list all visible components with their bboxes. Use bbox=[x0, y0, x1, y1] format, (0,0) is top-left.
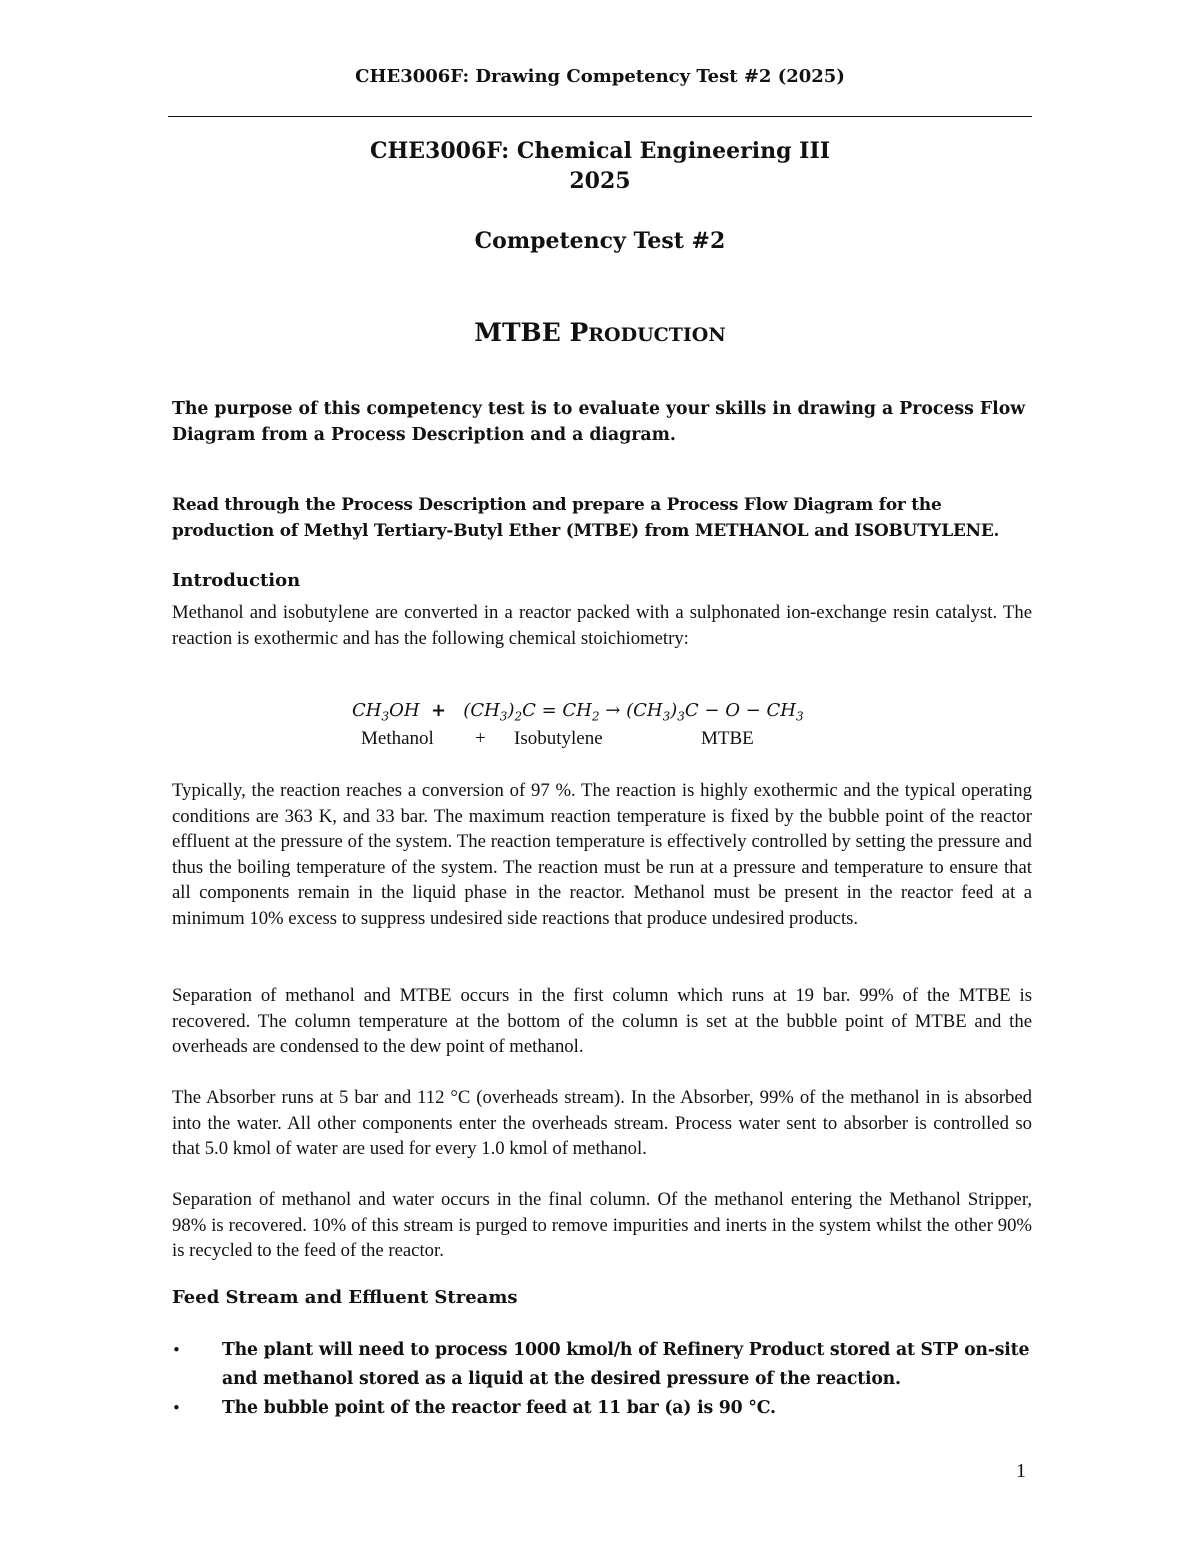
list-item-text: The bubble point of the reactor feed at 11 bar (a) is 90 °C. bbox=[222, 1398, 776, 1418]
equation-label-isobutylene: Isobutylene bbox=[514, 728, 603, 749]
document-title-smallcaps: RODUCTION bbox=[588, 324, 726, 346]
equation-label-plus: + bbox=[475, 728, 486, 749]
running-header: CHE3006F: Drawing Competency Test #2 (2025) bbox=[355, 66, 845, 87]
document-title-main: MTBE P bbox=[474, 318, 589, 347]
list-item bbox=[172, 1336, 1032, 1394]
test-title: Competency Test #2 bbox=[474, 228, 726, 254]
paragraph-reaction-conditions: Typically, the reaction reaches a conversion of 97 %. The reaction is highly exothermic and the typical operating conditions are 363 K, and 33 bar. The maximum reaction temperature is fixed by the bubble point of the reactor effluent at the pressure of the system. The reaction temperature is effectively controlled by setting the pressure and thus the boiling temperature of the system. The reaction must be run at a pressure and temperature to ensure that all components remain in the liquid phase in the reactor. Methanol must be present in the reactor feed at a minimum 10% excess to suppress undesired side reactions that produce undesired products. bbox=[172, 780, 1032, 929]
purpose-statement: The purpose of this competency test is to evaluate your skills in drawing a Process Flow Diagram from a Process Description and a diagram. bbox=[172, 399, 1026, 445]
paragraph-first-column: Separation of methanol and MTBE occurs in the first column which runs at 19 bar. 99% of the MTBE is recovered. The column temperature at the bottom of the column is set at the bubble point of MTBE and the overheads are condensed to the dew point of methanol. bbox=[172, 985, 1032, 1058]
feed-streams-heading: Feed Stream and Effluent Streams bbox=[172, 1287, 518, 1308]
introduction-text: Methanol and isobutylene are converted in a reactor packed with a sulphonated ion-exchange resin catalyst. The reaction is exothermic and has the following chemical stoichiometry: bbox=[172, 602, 1032, 649]
header-divider bbox=[168, 116, 1032, 117]
reaction-equation: $CH_3OH + (CH_3)_2C = CH_2 \to (CH_3)_3C - O - CH_3$ bbox=[352, 700, 804, 724]
document-title bbox=[168, 318, 1032, 347]
feed-streams-list bbox=[172, 1336, 1032, 1423]
bullet-icon: • bbox=[172, 1399, 181, 1417]
page-number: 1 bbox=[1016, 1460, 1026, 1482]
paragraph-methanol-stripper: Separation of methanol and water occurs in the final column. Of the methanol entering the Methanol Stripper, 98% is recovered. 10% of this stream is purged to remove impurities and inerts in the system whilst the other 90% is recycled to the feed of the reactor. bbox=[172, 1189, 1032, 1262]
equation-label-methanol: Methanol bbox=[361, 728, 434, 749]
list-item bbox=[172, 1394, 1032, 1423]
course-title: CHE3006F: Chemical Engineering III bbox=[369, 138, 831, 164]
paragraph-absorber: The Absorber runs at 5 bar and 112 °C (overheads stream). In the Absorber, 99% of the methanol in is absorbed into the water. All other components enter the overheads stream. Process water sent to absorber is controlled so that 5.0 kmol of water are used for every 1.0 kmol of methanol. bbox=[172, 1087, 1032, 1160]
bullet-icon: • bbox=[172, 1341, 181, 1359]
equation-label-mtbe: MTBE bbox=[701, 728, 754, 749]
list-item-text: The plant will need to process 1000 kmol/h of Refinery Product stored at STP on-site and methanol stored as a liquid at the desired pressure of the reaction. bbox=[222, 1340, 1030, 1389]
introduction-heading: Introduction bbox=[172, 570, 301, 591]
course-year: 2025 bbox=[569, 168, 631, 194]
task-statement: Read through the Process Description and prepare a Process Flow Diagram for the production of Methyl Tertiary-Butyl Ether (MTBE) from METHANOL and ISOBUTYLENE. bbox=[172, 494, 1000, 540]
